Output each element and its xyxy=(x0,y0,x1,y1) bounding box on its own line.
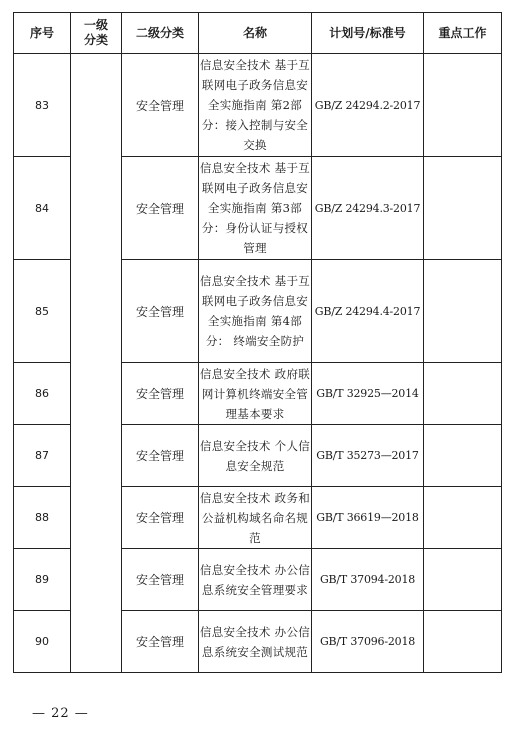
row-seq: 90 xyxy=(14,611,71,673)
standards-table xyxy=(13,12,502,673)
row-focus xyxy=(424,54,502,157)
row-level2: 安全管理 xyxy=(122,363,199,425)
row-name: 信息安全技术 个人信息安全规范 xyxy=(199,425,312,487)
row-seq: 88 xyxy=(14,487,71,549)
header-code: 计划号/标准号 xyxy=(312,13,424,54)
row-name: 信息安全技术 政务和公益机构域名命名规范 xyxy=(199,487,312,549)
table-row xyxy=(14,54,502,157)
row-seq: 87 xyxy=(14,425,71,487)
row-code: GB/T 36619—2018 xyxy=(312,487,424,549)
header-focus: 重点工作 xyxy=(424,13,502,54)
row-seq: 89 xyxy=(14,549,71,611)
row-name: 信息安全技术 基于互联网电子政务信息安全实施指南 第4部分： 终端安全防护 xyxy=(199,260,312,363)
row-seq: 84 xyxy=(14,157,71,260)
table-header-row xyxy=(14,13,502,54)
row-code: GB/Z 24294.3-2017 xyxy=(312,157,424,260)
row-seq: 85 xyxy=(14,260,71,363)
row-focus xyxy=(424,260,502,363)
row-level2: 安全管理 xyxy=(122,425,199,487)
row-focus xyxy=(424,549,502,611)
row-level2: 安全管理 xyxy=(122,549,199,611)
row-seq: 83 xyxy=(14,54,71,157)
header-level1: 一级 分类 xyxy=(71,13,122,54)
header-seq: 序号 xyxy=(14,13,71,54)
row-level2: 安全管理 xyxy=(122,54,199,157)
row-code: GB/T 37096-2018 xyxy=(312,611,424,673)
row-level2: 安全管理 xyxy=(122,260,199,363)
row-focus xyxy=(424,611,502,673)
row-level2: 安全管理 xyxy=(122,487,199,549)
row-focus xyxy=(424,487,502,549)
row-code: GB/Z 24294.2-2017 xyxy=(312,54,424,157)
row-code: GB/Z 24294.4-2017 xyxy=(312,260,424,363)
row-level2: 安全管理 xyxy=(122,157,199,260)
page-number: — 22 — xyxy=(32,706,89,721)
row-name: 信息安全技术 办公信息系统安全测试规范 xyxy=(199,611,312,673)
row-name: 信息安全技术 基于互联网电子政务信息安全实施指南 第2部分：接入控制与安全交换 xyxy=(199,54,312,157)
row-code: GB/T 35273—2017 xyxy=(312,425,424,487)
row-focus xyxy=(424,363,502,425)
row-focus xyxy=(424,425,502,487)
level1-merged-cell xyxy=(71,54,122,673)
header-name: 名称 xyxy=(199,13,312,54)
row-name: 信息安全技术 办公信息系统安全管理要求 xyxy=(199,549,312,611)
row-name: 信息安全技术 基于互联网电子政务信息安全实施指南 第3部分：身份认证与授权管理 xyxy=(199,157,312,260)
header-level2: 二级分类 xyxy=(122,13,199,54)
row-level2: 安全管理 xyxy=(122,611,199,673)
row-code: GB/T 37094-2018 xyxy=(312,549,424,611)
row-code: GB/T 32925—2014 xyxy=(312,363,424,425)
row-focus xyxy=(424,157,502,260)
row-seq: 86 xyxy=(14,363,71,425)
row-name: 信息安全技术 政府联网计算机终端安全管理基本要求 xyxy=(199,363,312,425)
